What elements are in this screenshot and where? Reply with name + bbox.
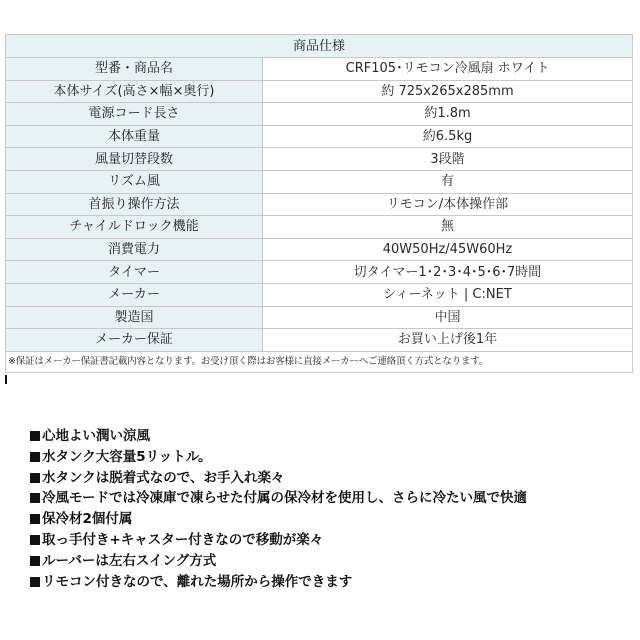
- spec-header-row: [6, 35, 633, 58]
- spec-value: リモコン/本体操作部: [263, 194, 633, 217]
- spec-row: [6, 239, 633, 262]
- feature-item: [30, 509, 527, 530]
- spec-row: [6, 307, 633, 330]
- spec-label: タイマー: [6, 261, 263, 284]
- spec-value: お買い上げ後1年: [263, 329, 633, 352]
- spec-value: 約 725x265x285mm: [263, 81, 633, 104]
- feature-item: [30, 530, 527, 551]
- spec-row: [6, 261, 633, 284]
- spec-row: [6, 329, 633, 352]
- spec-value: 有: [263, 171, 633, 194]
- spec-label: チャイルドロック機能: [6, 216, 263, 239]
- spec-row: [6, 81, 633, 104]
- feature-text: 水タンク大容量5リットル。: [42, 448, 212, 465]
- feature-text: 冷風モードでは冷凍庫で凍らせた付属の保冷材を使用し、さらに冷たい風で快適: [42, 490, 528, 507]
- feature-text: 保冷材2個付属: [42, 511, 133, 528]
- feature-text: 心地よい潤い涼風: [42, 428, 150, 444]
- square-bullet-icon: [30, 514, 40, 524]
- spec-label: 消費電力: [6, 239, 263, 262]
- square-bullet-icon: [30, 535, 40, 545]
- feature-list: [30, 426, 527, 592]
- warranty-note: ※保証はメーカー保証書記載内容となります。お受け頂く際はお客様に直接メーカーへご連絡頂く方式となります。: [6, 352, 633, 373]
- spec-label: 電源コード長さ: [6, 103, 263, 126]
- spec-value: 無: [263, 216, 633, 239]
- feature-text: リモコン付きなので、離れた場所から操作できます: [42, 573, 353, 590]
- spec-label: 風量切替段数: [6, 148, 263, 171]
- square-bullet-icon: [30, 556, 40, 566]
- spec-row: [6, 148, 633, 171]
- spec-label: リズム風: [6, 171, 263, 194]
- spec-label: 本体重量: [6, 126, 263, 149]
- spec-label: 首振り操作方法: [6, 194, 263, 217]
- text-cursor-mark: [5, 375, 7, 384]
- feature-text: 取っ手付き+キャスター付きなので移動が楽々: [42, 531, 324, 548]
- spec-label: 本体サイズ(高さ×幅×奥行): [6, 81, 263, 104]
- spec-value: 切タイマー1･2･3･4･5･6･7時間: [263, 261, 633, 284]
- spec-row: [6, 216, 633, 239]
- feature-item: [30, 447, 527, 468]
- spec-label: メーカー: [6, 284, 263, 307]
- spec-row: [6, 284, 633, 307]
- square-bullet-icon: [30, 493, 40, 503]
- spec-row: [6, 58, 633, 81]
- feature-item: [30, 426, 527, 447]
- spec-value: 約6.5kg: [263, 126, 633, 149]
- feature-text: ルーバーは左右スイング方式: [42, 552, 217, 569]
- feature-item: [30, 488, 527, 509]
- spec-value: 40W50Hz/45W60Hz: [263, 239, 633, 262]
- square-bullet-icon: [30, 431, 40, 441]
- square-bullet-icon: [30, 452, 40, 462]
- spec-label: 製造国: [6, 307, 263, 330]
- feature-item: [30, 551, 527, 572]
- feature-item: [30, 572, 527, 593]
- spec-value: CRF105･リモコン冷風扇 ホワイト: [263, 58, 633, 81]
- spec-label: メーカー保証: [6, 329, 263, 352]
- spec-note-row: [6, 352, 633, 373]
- spec-row: [6, 126, 633, 149]
- spec-row: [6, 103, 633, 126]
- spec-label: 型番・商品名: [6, 58, 263, 81]
- spec-row: [6, 171, 633, 194]
- spec-title: 商品仕様: [6, 35, 633, 58]
- square-bullet-icon: [30, 473, 40, 483]
- spec-row: [6, 194, 633, 217]
- feature-text: 水タンクは脱着式なので、お手入れ楽々: [42, 469, 285, 486]
- spec-value: 中国: [263, 307, 633, 330]
- spec-table: [5, 34, 633, 373]
- spec-value: シィーネット | C:NET: [263, 284, 633, 307]
- square-bullet-icon: [30, 577, 40, 587]
- spec-value: 3段階: [263, 148, 633, 171]
- spec-value: 約1.8m: [263, 103, 633, 126]
- feature-item: [30, 468, 527, 489]
